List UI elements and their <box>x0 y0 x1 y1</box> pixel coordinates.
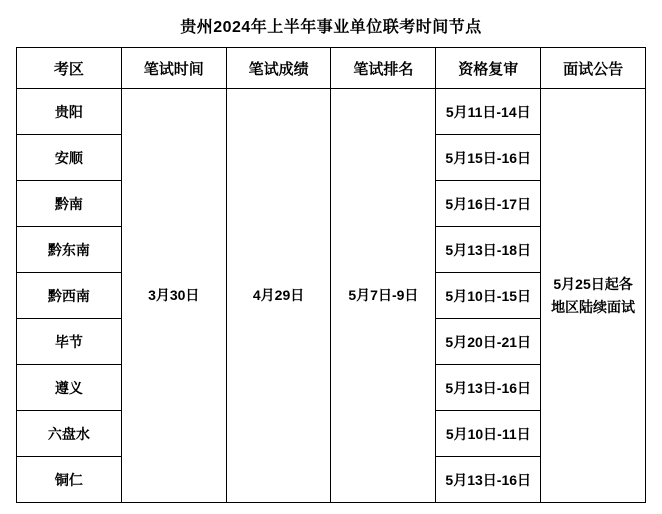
region-name: 安顺 <box>17 135 122 181</box>
interview-notice-text: 5月25日起各地区陆续面试 <box>551 276 636 315</box>
review-date: 5月10日-11日 <box>436 411 541 457</box>
region-name: 铜仁 <box>17 457 122 503</box>
region-name: 黔东南 <box>17 227 122 273</box>
region-name: 毕节 <box>17 319 122 365</box>
review-date: 5月15日-16日 <box>436 135 541 181</box>
column-header-written-score: 笔试成绩 <box>226 48 331 89</box>
region-name: 遵义 <box>17 365 122 411</box>
review-date: 5月11日-14日 <box>436 89 541 135</box>
column-header-interview-notice: 面试公告 <box>541 48 646 89</box>
column-header-region: 考区 <box>17 48 122 89</box>
region-name: 贵阳 <box>17 89 122 135</box>
review-date: 5月13日-16日 <box>436 365 541 411</box>
written-exam-date: 3月30日 <box>121 89 226 503</box>
column-header-review: 资格复审 <box>436 48 541 89</box>
table-header-row <box>17 48 646 89</box>
written-rank-date: 5月7日-9日 <box>331 89 436 503</box>
column-header-written-exam: 笔试时间 <box>121 48 226 89</box>
document-page <box>0 7 662 514</box>
review-date: 5月20日-21日 <box>436 319 541 365</box>
table-row <box>17 89 646 135</box>
region-name: 黔南 <box>17 181 122 227</box>
written-score-date: 4月29日 <box>226 89 331 503</box>
column-header-written-rank: 笔试排名 <box>331 48 436 89</box>
review-date: 5月13日-16日 <box>436 457 541 503</box>
review-date: 5月16日-17日 <box>436 181 541 227</box>
page-title: 贵州2024年上半年事业单位联考时间节点 <box>180 18 482 36</box>
review-date: 5月13日-18日 <box>436 227 541 273</box>
region-name: 黔西南 <box>17 273 122 319</box>
table-title-row <box>17 7 646 48</box>
review-date: 5月10日-15日 <box>436 273 541 319</box>
schedule-table <box>16 7 646 503</box>
region-name: 六盘水 <box>17 411 122 457</box>
interview-notice <box>541 89 646 503</box>
